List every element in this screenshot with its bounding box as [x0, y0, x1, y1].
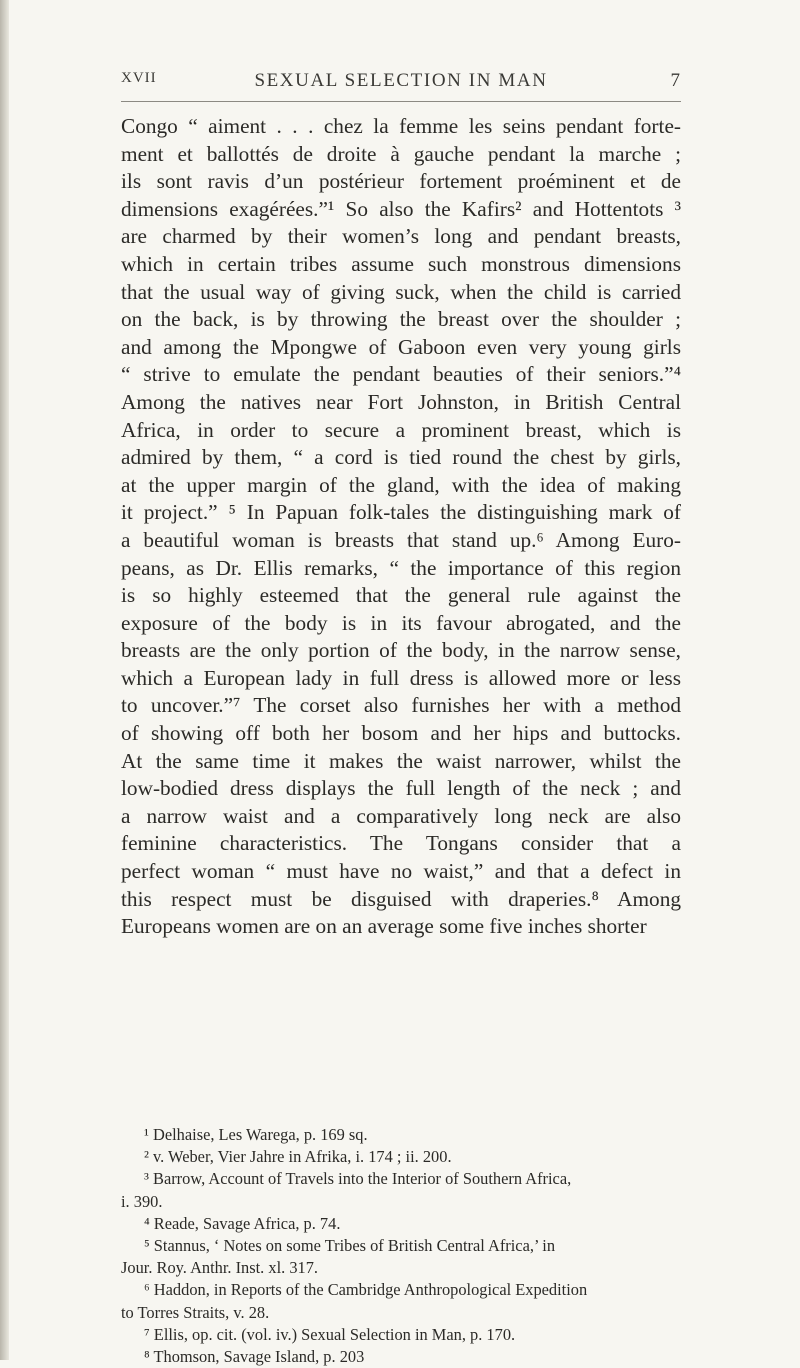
- running-title: SEXUAL SELECTION IN MAN: [254, 70, 548, 91]
- body-line: Congo “ aiment . . . chez la femme les seins pendant forte-: [121, 114, 681, 138]
- body-line: low-bodied dress displays the full length of the neck ; and: [121, 776, 681, 801]
- footnote-3: ³ Barrow, Account of Travels into the Interior of Southern Africa,: [144, 1169, 572, 1189]
- footnote-6: ⁶ Haddon, in Reports of the Cambridge Anthropological Expedition: [144, 1280, 588, 1300]
- body-line: a beautiful woman is breasts that stand up.⁶ Among Euro-: [121, 527, 681, 552]
- footnote-8: ⁸ Thomson, Savage Island, p. 203: [144, 1346, 365, 1366]
- body-line: admired by them, “ a cord is tied round the chest by girls,: [121, 445, 681, 470]
- body-line: ment et ballottés de droite à gauche pendant la marche ;: [121, 141, 681, 166]
- body-line: and among the Mpongwe of Gaboon even very young girls: [121, 334, 681, 359]
- body-line: this respect must be disguised with draperies.⁸ Among: [121, 886, 681, 911]
- footnote-4: ⁴ Reade, Savage Africa, p. 74.: [144, 1213, 341, 1233]
- footnote-7: ⁷ Ellis, op. cit. (vol. iv.) Sexual Selection in Man, p. 170.: [144, 1324, 516, 1344]
- body-line: breasts are the only portion of the body, in the narrow sense,: [121, 638, 681, 663]
- footnote-5-continued: Jour. Roy. Anthr. Inst. xl. 317.: [121, 1258, 319, 1278]
- body-line: At the same time it makes the waist narrower, whilst the: [121, 748, 681, 773]
- body-line: which a European lady in full dress is allowed more or less: [121, 665, 681, 690]
- body-line: peans, as Dr. Ellis remarks, “ the importance of this region: [121, 555, 681, 580]
- body-line: of showing off both her bosom and her hips and buttocks.: [121, 721, 681, 746]
- body-line: which in certain tribes assume such monstrous dimensions: [121, 251, 681, 276]
- body-line: perfect woman “ must have no waist,” and that a defect in: [121, 859, 681, 884]
- page-number: 7: [670, 70, 681, 91]
- footnotes: [121, 1124, 681, 1368]
- body-text: [121, 113, 681, 941]
- body-line: Among the natives near Fort Johnston, in British Central: [121, 389, 681, 414]
- body-line: that the usual way of giving suck, when the child is carried: [121, 279, 681, 304]
- body-line: Europeans women are on an average some five inches shorter: [121, 914, 647, 939]
- body-line: to uncover.”⁷ The corset also furnishes her with a method: [121, 693, 681, 718]
- body-line: dimensions exagérées.”¹ So also the Kafirs² and Hottentots ³: [121, 196, 681, 221]
- body-line: is so highly esteemed that the general rule against the: [121, 583, 681, 608]
- body-line: exposure of the body is in its favour abrogated, and the: [121, 610, 681, 635]
- body-line: ils sont ravis d’un postérieur fortement proéminent et de: [121, 169, 681, 194]
- running-head: [121, 70, 681, 102]
- footnote-1: ¹ Delhaise, Les Warega, p. 169 sq.: [144, 1125, 368, 1144]
- footnote-5: ⁵ Stannus, ‘ Notes on some Tribes of British Central Africa,’ in: [144, 1235, 556, 1255]
- footnote-6-continued: to Torres Straits, v. 28.: [121, 1302, 270, 1322]
- body-line: on the back, is by throwing the breast over the shoulder ;: [121, 307, 681, 332]
- body-line: are charmed by their women’s long and pendant breasts,: [121, 224, 681, 249]
- chapter-number: XVII: [121, 70, 157, 86]
- footnote-2: ² v. Weber, Vier Jahre in Afrika, i. 174 ; ii. 200.: [144, 1147, 452, 1167]
- body-line: feminine characteristics. The Tongans consider that a: [121, 831, 681, 856]
- page-spine-shadow: [0, 0, 9, 1360]
- body-line: a narrow waist and a comparatively long neck are also: [121, 803, 681, 828]
- body-line: it project.” ⁵ In Papuan folk-tales the distinguishing mark of: [121, 500, 681, 525]
- body-line: at the upper margin of the gland, with the idea of making: [121, 472, 681, 497]
- footnote-3-continued: i. 390.: [121, 1191, 163, 1211]
- header-rule: [121, 101, 681, 102]
- body-line: Africa, in order to secure a prominent breast, which is: [121, 417, 681, 442]
- body-line: “ strive to emulate the pendant beauties of their seniors.”⁴: [121, 362, 681, 387]
